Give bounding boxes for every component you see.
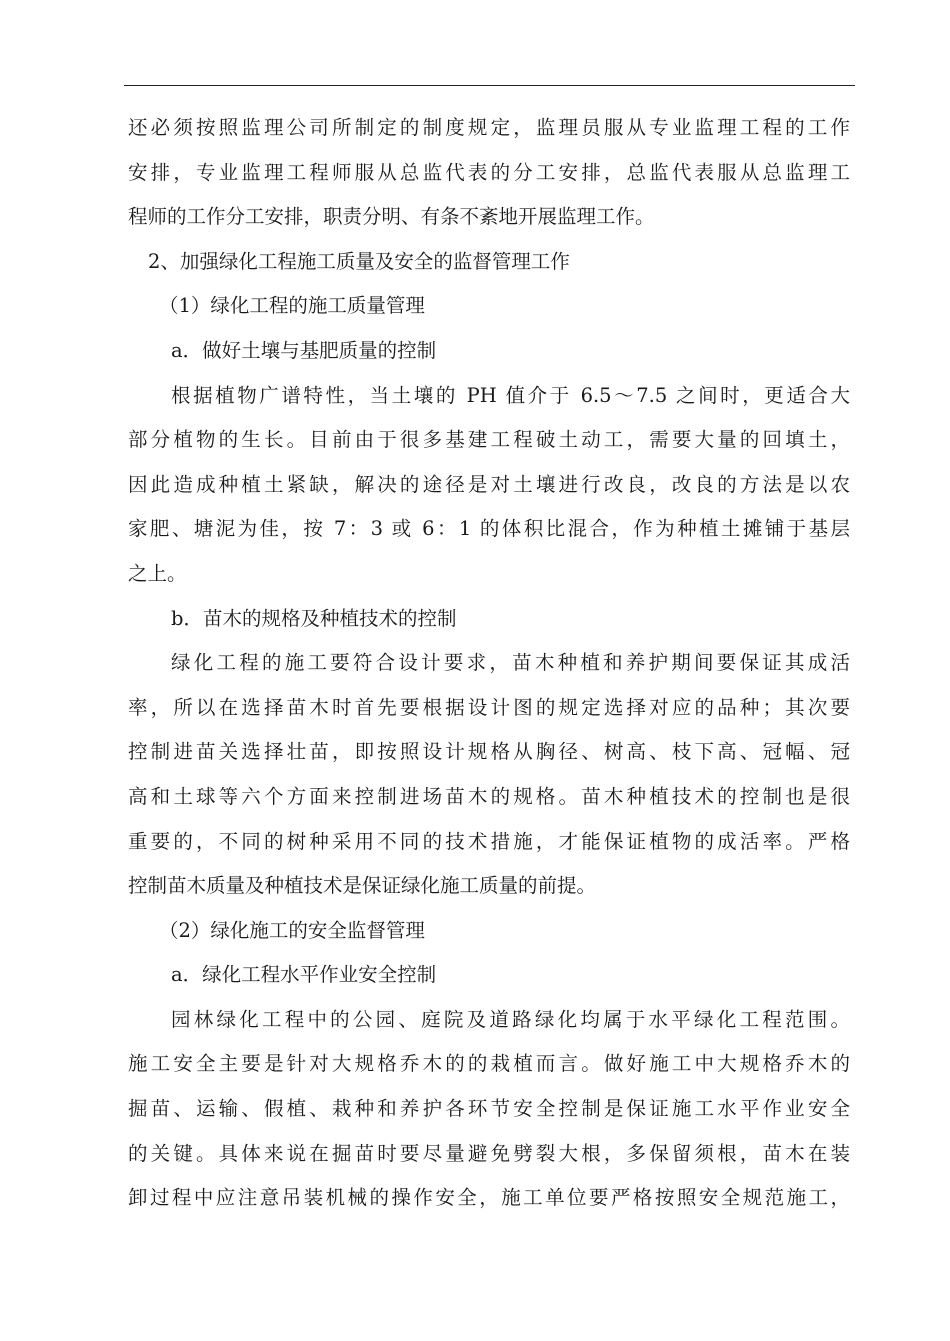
paragraph-line: 率，所以在选择苗木时首先要根据设计图的规定选择对应的品种；其次要 (128, 695, 850, 719)
paragraph-line: 高和土球等六个方面来控制进场苗木的规格。苗木种植技术的控制也是很 (128, 784, 850, 808)
header-rule (124, 85, 855, 86)
item-heading: a．做好土壤与基肥质量的控制 (171, 338, 437, 362)
paragraph-line: 园林绿化工程中的公园、庭院及道路绿化均属于水平绿化工程范围。 (171, 1007, 850, 1031)
paragraph-line: 家肥、塘泥为佳，按 7：3 或 6：1 的体积比混合，作为种植土摊铺于基层 (128, 517, 850, 541)
item-heading: b．苗木的规格及种植技术的控制 (171, 606, 457, 630)
subsection-heading: （2）绿化施工的安全监督管理 (159, 918, 425, 942)
paragraph-line: 因此造成种植土紧缺，解决的途径是对土壤进行改良，改良的方法是以农 (128, 472, 850, 496)
paragraph-line: 卸过程中应注意吊装机械的操作安全，施工单位要严格按照安全规范施工， (128, 1186, 850, 1210)
paragraph-line: 部分植物的生长。目前由于很多基建工程破土动工，需要大量的回填土， (128, 428, 850, 452)
document-body (128, 106, 850, 1221)
paragraph-line: 之上。 (128, 561, 187, 585)
paragraph-line: 掘苗、运输、假植、栽种和养护各环节安全控制是保证施工水平作业安全 (128, 1097, 850, 1121)
paragraph-line: 安排，专业监理工程师服从总监代表的分工安排，总监代表服从总监理工 (128, 160, 850, 184)
paragraph-line: 绿化工程的施工要符合设计要求，苗木种植和养护期间要保证其成活 (171, 651, 850, 675)
subsection-heading: （1）绿化工程的施工质量管理 (159, 294, 425, 318)
section-heading: 2、加强绿化工程施工质量及安全的监督管理工作 (148, 249, 570, 273)
paragraph-line: 重要的，不同的树种采用不同的技术措施，才能保证植物的成活率。严格 (128, 829, 850, 853)
paragraph-line: 控制进苗关选择壮苗，即按照设计规格从胸径、树高、枝下高、冠幅、冠 (128, 740, 850, 764)
paragraph-line: 的关键。具体来说在掘苗时要尽量避免劈裂大根，多保留须根，苗木在装 (128, 1141, 850, 1165)
paragraph-line: 根据植物广谱特性，当土壤的 PH 值介于 6.5～7.5 之间时，更适合大 (171, 383, 850, 407)
paragraph-line: 施工安全主要是针对大规格乔木的的栽植而言。做好施工中大规格乔木的 (128, 1052, 850, 1076)
item-heading: a．绿化工程水平作业安全控制 (171, 963, 437, 987)
paragraph-line: 程师的工作分工安排，职责分明、有条不紊地开展监理工作。 (128, 205, 655, 229)
paragraph-line: 控制苗木质量及种植技术是保证绿化施工质量的前提。 (128, 874, 597, 898)
paragraph-line: 还必须按照监理公司所制定的制度规定，监理员服从专业监理工程的工作 (128, 116, 850, 139)
